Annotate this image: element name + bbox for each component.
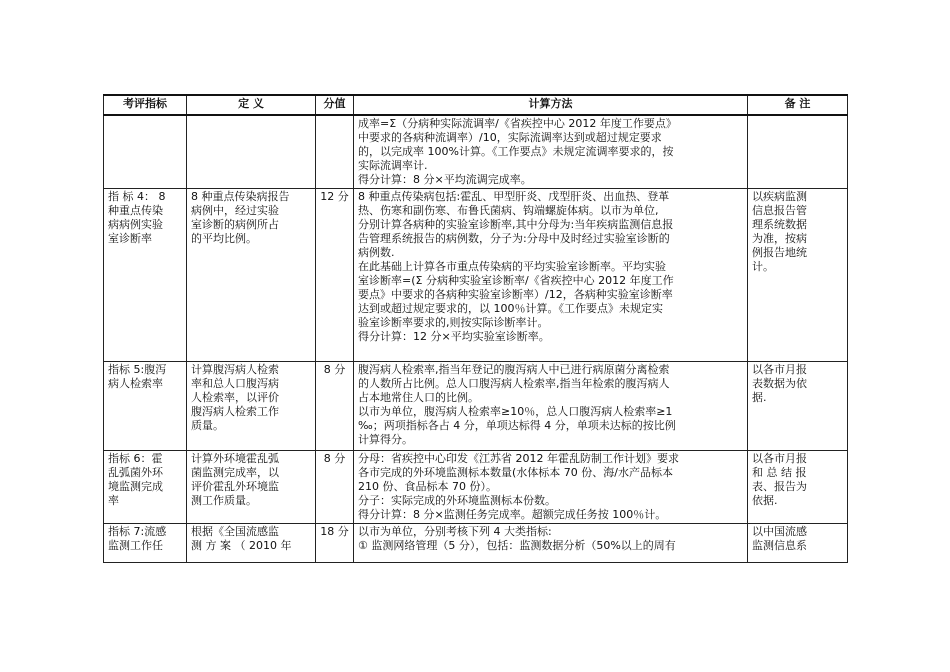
method-line: 的，以完成率 100%计算。《工作要点》未规定流调率要求的，按 (358, 145, 674, 158)
definition-cell: 计算腹泻病人检索 率和总人口腹泻病 人检索率，以评价 腹泻病人检索工作 质量。 (187, 362, 316, 451)
score-cell (316, 115, 354, 189)
table-row (104, 115, 848, 189)
header-row (104, 95, 848, 115)
definition-cell: 8 种重点传染病报告 病例中，经过实验 室诊断的病例所占 的平均比例。 (187, 189, 316, 362)
header-method: 计算方法 (354, 95, 748, 115)
method-line: 实际流调率计. (358, 159, 428, 172)
method-line: 中要求的各病种流调率）/10，实际流调率达到或超过规定要求 (358, 131, 662, 144)
table-row (104, 189, 848, 362)
indicator-cell: 指标 7:流感 监测工作任 (104, 524, 187, 563)
indicator-cell: 指 标 4： 8 种重点传染 病病例实验 室诊断率 (104, 189, 187, 362)
remark-cell: 以各市月报 表数据为依 据. (748, 362, 848, 451)
indicator-cell (104, 115, 187, 189)
method-line: 得分计算：8 分×平均流调完成率。 (358, 173, 532, 186)
method-cell: 分母：省疾控中心印发《江苏省 2012 年霍乱防制工作计划》要求 各市完成的外环境监测标本数量(水体标本 70 份、海/水产品标本 210 份、食品标本 70 份）。 分子：实际完成的外环境监测标本份数。 得分计算：8 分×监测任务完成率。超额完成任务按 100％计。 (354, 451, 748, 524)
evaluation-table (103, 94, 848, 563)
method-line: 成率=Σ（分病种实际流调率/《省疾控中心 2012 年度工作要点》 (358, 117, 677, 130)
score-cell: 8 分 (316, 451, 354, 524)
remark-cell (748, 115, 848, 189)
table-row (104, 524, 848, 563)
table-row (104, 451, 848, 524)
method-cell (354, 115, 748, 189)
remark-cell: 以中国流感 监测信息系 (748, 524, 848, 563)
score-cell: 12 分 (316, 189, 354, 362)
header-remark: 备 注 (748, 95, 848, 115)
indicator-cell: 指标 5:腹泻 病人检索率 (104, 362, 187, 451)
remark-cell: 以疾病监测 信息报告管 理系统数据 为准，按病 例报告地统 计。 (748, 189, 848, 362)
definition-cell (187, 115, 316, 189)
table-row (104, 362, 848, 451)
header-score: 分值 (316, 95, 354, 115)
method-cell: 以市为单位，分别考核下列 4 大类指标: ① 监测网络管理（5 分），包括：监测数据分析（50%以上的周有 (354, 524, 748, 563)
remark-cell: 以各市月报 和 总 结 报 表、报告为 依据. (748, 451, 848, 524)
definition-cell: 根据《全国流感监 测 方 案 （ 2010 年 (187, 524, 316, 563)
header-indicator: 考评指标 (104, 95, 187, 115)
indicator-cell: 指标 6：霍 乱弧菌外环 境监测完成 率 (104, 451, 187, 524)
method-cell: 8 种重点传染病包括:霍乱、甲型肝炎、戊型肝炎、出血热、登革 热、伤寒和副伤寒、布鲁氏菌病、钩端螺旋体病。以市为单位, 分别计算各病种的实验室诊断率,其中分母为:当年疾病监测信息报 告管理系统报告的病例数，分子为:分母中及时经过实验室诊断的 病例数. 在此基础上计算各市重点传染病的平均实验室诊断率。平均实验 室诊断率=(Σ 分病种实验室诊断率/《省疾控中心 2012 年度工作 要点》中要求的各病种实验室诊断率）/12，各病种实验室诊断率 达到或超过规定要求的，以 100％计算。《工作要点》未规定实 验室诊断率要求的,则按实际诊断率计。 得分计算：12 分×平均实验室诊断率。 (354, 189, 748, 362)
score-cell: 8 分 (316, 362, 354, 451)
definition-cell: 计算外环境霍乱弧 菌监测完成率，以 评价霍乱外环境监 测工作质量。 (187, 451, 316, 524)
score-cell: 18 分 (316, 524, 354, 563)
header-definition: 定 义 (187, 95, 316, 115)
method-cell: 腹泻病人检索率,指当年登记的腹泻病人中已进行病原菌分离检索 的人数所占比例。总人口腹泻病人检索率,指当年检索的腹泻病人 占本地常住人口的比例。 以市为单位，腹泻病人检索率≥10％，总人口腹泻病人检索率≥1 ‰；两项指标各占 4 分，单项达标得 4 分，单项未达标的按比例 计算得分。 (354, 362, 748, 451)
